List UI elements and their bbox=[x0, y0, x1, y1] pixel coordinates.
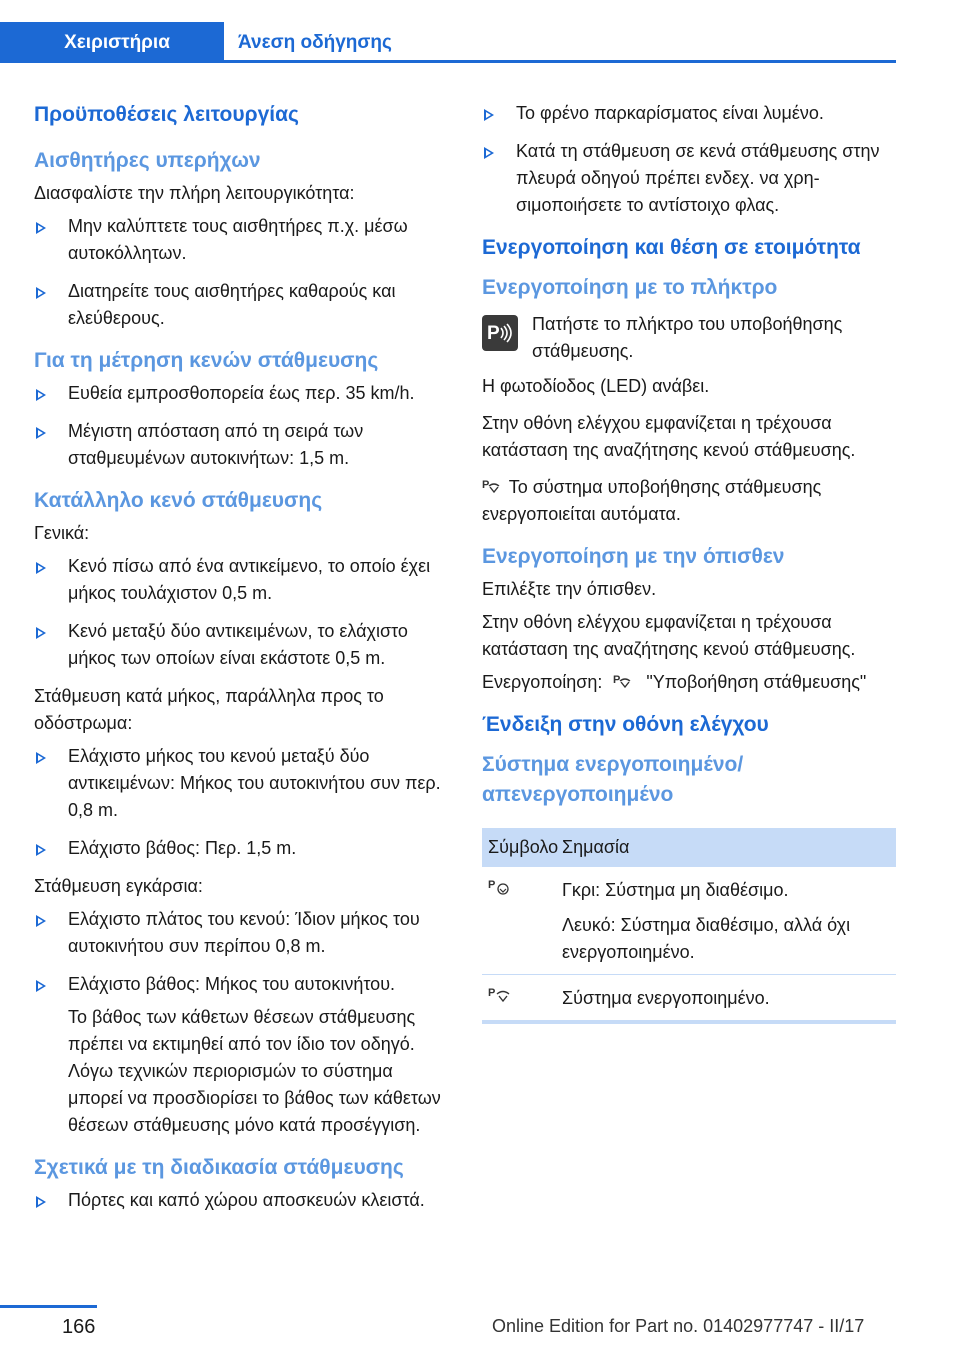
heading-activate-by-reverse: Ενεργοποίηση με την όπισθεν bbox=[482, 545, 785, 568]
bullet-arrow-icon bbox=[484, 147, 494, 159]
table-cell-symbol bbox=[482, 877, 562, 966]
list-item: Πόρτες και καπό χώρου αποσκευών κλειστά. bbox=[34, 1187, 450, 1214]
bullet-arrow-icon bbox=[36, 844, 46, 856]
table-cell-meaning: Σύστημα ενεργοποιημένο. bbox=[562, 988, 770, 1008]
bullet-arrow-icon bbox=[36, 980, 46, 992]
svg-text:P: P bbox=[613, 674, 621, 686]
heading-parking-procedure: Σχετικά με τη διαδικασία στάθμευσης bbox=[34, 1156, 404, 1179]
list-item: Ελάχιστο βάθος: Περ. 1,5 m. bbox=[34, 835, 450, 862]
paragraph: Η φωτοδίοδος (LED) ανάβει. bbox=[482, 376, 710, 396]
list-item: Κενό πίσω από ένα αντικείμενο, το οποίο έχει μήκος τουλάχιστον 0,5 m. bbox=[34, 553, 450, 607]
button-instruction bbox=[482, 311, 896, 365]
bullet-arrow-icon bbox=[36, 222, 46, 234]
list-item: Ελάχιστο βάθος: Μήκος του αυτοκινήτου. bbox=[34, 971, 450, 998]
bullet-arrow-icon bbox=[36, 752, 46, 764]
list-item: Το φρένο παρκαρίσματος είναι λυμένο. bbox=[482, 100, 896, 127]
table-cell-meaning: Γκρι: Σύστημα μη διαθέσιμο. Λευκό: Σύστημα διαθέσιμο, αλλά όχι ενεργοποιημένο. bbox=[562, 880, 851, 962]
heading-ultrasonic-sensors: Αισθητήρες υπερήχων bbox=[34, 149, 261, 172]
svg-text:P: P bbox=[482, 479, 490, 491]
table-header-meaning: Σημασία bbox=[562, 837, 630, 857]
bullet-arrow-icon bbox=[36, 427, 46, 439]
svg-text:P: P bbox=[488, 879, 496, 891]
bullet-arrow-icon bbox=[36, 627, 46, 639]
footer-divider bbox=[0, 1305, 97, 1308]
table-header-symbol: Σύμβολο bbox=[488, 837, 559, 857]
list-item: Ευθεία εμπροσθοπορεία έως περ. 35 km/h. bbox=[34, 380, 450, 407]
paragraph: Στάθμευση κατά μήκος, παράλληλα προς το οδόστρωμα: bbox=[34, 686, 384, 733]
table-cell-symbol bbox=[482, 985, 562, 1012]
paragraph: Στην οθόνη ελέγχου εμφανίζεται η τρέχουσα κατάσταση της αναζήτησης κενού στάθμευσης. bbox=[482, 413, 856, 460]
svg-text:P: P bbox=[488, 987, 496, 999]
header-divider bbox=[0, 60, 896, 63]
paragraph: Διασφαλίστε την πλήρη λειτουργικότητα: bbox=[34, 183, 355, 203]
status-table bbox=[482, 828, 896, 1024]
heading-activate-by-button: Ενεργοποίηση με το πλήκτρο bbox=[482, 276, 778, 299]
paragraph: Γενικά: bbox=[34, 523, 90, 543]
heading-system-status: Σύστημα ενεργοποιημένο/ απενεργοποιημένο bbox=[482, 753, 744, 806]
list-item: Διατηρείτε τους αισθητήρες καθαρούς και ελεύθερους. bbox=[34, 278, 450, 332]
header-tab-controls: Χειριστήρια bbox=[0, 22, 224, 63]
park-assist-symbol-icon bbox=[482, 476, 504, 494]
bullet-arrow-icon bbox=[484, 109, 494, 121]
bullet-arrow-icon bbox=[36, 287, 46, 299]
park-assist-button-icon bbox=[482, 315, 518, 351]
list-item: Κενό μεταξύ δύο αντικειμένων, το ελάχιστο μήκος των οποίων είναι εκάστοτε 0,5 m. bbox=[34, 618, 450, 672]
heading-measuring-spaces: Για τη μέτρηση κενών στάθμευσης bbox=[34, 349, 379, 372]
heading-activation: Ενεργοποίηση και θέση σε ετοιμότητα bbox=[482, 236, 861, 259]
left-column bbox=[34, 100, 450, 1225]
paragraph: Πατήστε το πλήκτρο του υποβοήθησης στάθμευσης. bbox=[532, 314, 843, 361]
heading-operating-requirements: Προϋποθέσεις λειτουργίας bbox=[34, 103, 299, 126]
table-row bbox=[482, 867, 896, 975]
list-item: Μέγιστη απόσταση από τη σειρά των σταθμευμένων αυτοκινήτων: 1,5 m. bbox=[34, 418, 450, 472]
heading-display: Ένδειξη στην οθόνη ελέγχου bbox=[482, 713, 769, 736]
paragraph: Στην οθόνη ελέγχου εμφανίζεται η τρέχουσα κατάσταση της αναζήτησης κενού στάθμευσης. bbox=[482, 612, 856, 659]
header-tab-driving-comfort: Άνεση οδήγησης bbox=[238, 31, 392, 53]
paragraph: Ενεργοποίηση: P "Υποβοήθηση στάθμευσης" bbox=[482, 672, 867, 692]
park-assist-symbol-icon bbox=[613, 671, 635, 689]
bullet-arrow-icon bbox=[36, 915, 46, 927]
paragraph: Στάθμευση εγκάρσια: bbox=[34, 876, 203, 896]
bullet-arrow-icon bbox=[36, 389, 46, 401]
right-column bbox=[482, 100, 896, 1024]
footer-edition: Online Edition for Part no. 01402977747 - II/17 bbox=[492, 1316, 865, 1336]
park-assist-active-icon bbox=[488, 985, 514, 1005]
park-assist-symbol-icon bbox=[488, 877, 514, 897]
list-item: Κατά τη στάθμευση σε κενά στάθμευσης στην πλευρά οδηγού πρέπει ενδεχ. να χρησιμοποιήσετε το αντίστοιχο φλας. bbox=[482, 138, 896, 219]
heading-suitable-space: Κατάλληλο κενό στάθμευσης bbox=[34, 489, 323, 512]
paragraph: P Το σύστημα υποβοήθησης στάθμευσης ενεργοποιείται αυτόματα. bbox=[482, 477, 822, 524]
list-item: Ελάχιστο μήκος του κενού μεταξύ δύο αντικειμένων: Μήκος του αυτοκινήτου συν περ. 0,8 m. bbox=[34, 743, 450, 824]
table-row bbox=[482, 975, 896, 1024]
paragraph: Επιλέξτε την όπισθεν. bbox=[482, 579, 657, 599]
bullet-arrow-icon bbox=[36, 562, 46, 574]
bullet-arrow-icon bbox=[36, 1196, 46, 1208]
paragraph: Το βάθος των κάθετων θέσεων στάθμευσης πρέπει να εκτιμηθεί από τον ίδιο τον οδηγό. Λόγω τεχνικών περιορισμών το σύστημα μπορεί να προσδιορίσει το βάθος των κάθετων θέσεων στάθμευσης μόνο κατά προσέγγιση. bbox=[68, 1007, 441, 1135]
list-item: Ελάχιστο πλάτος του κενού: Ίδιον μήκος του αυτοκινήτου συν περίπου 0,8 m. bbox=[34, 906, 450, 960]
page-number: 166 bbox=[62, 1316, 96, 1338]
svg-text:P: P bbox=[487, 323, 500, 344]
list-item: Μην καλύπτετε τους αισθητήρες π.χ. μέσω αυτοκόλλητων. bbox=[34, 213, 450, 267]
table-header bbox=[482, 828, 896, 867]
